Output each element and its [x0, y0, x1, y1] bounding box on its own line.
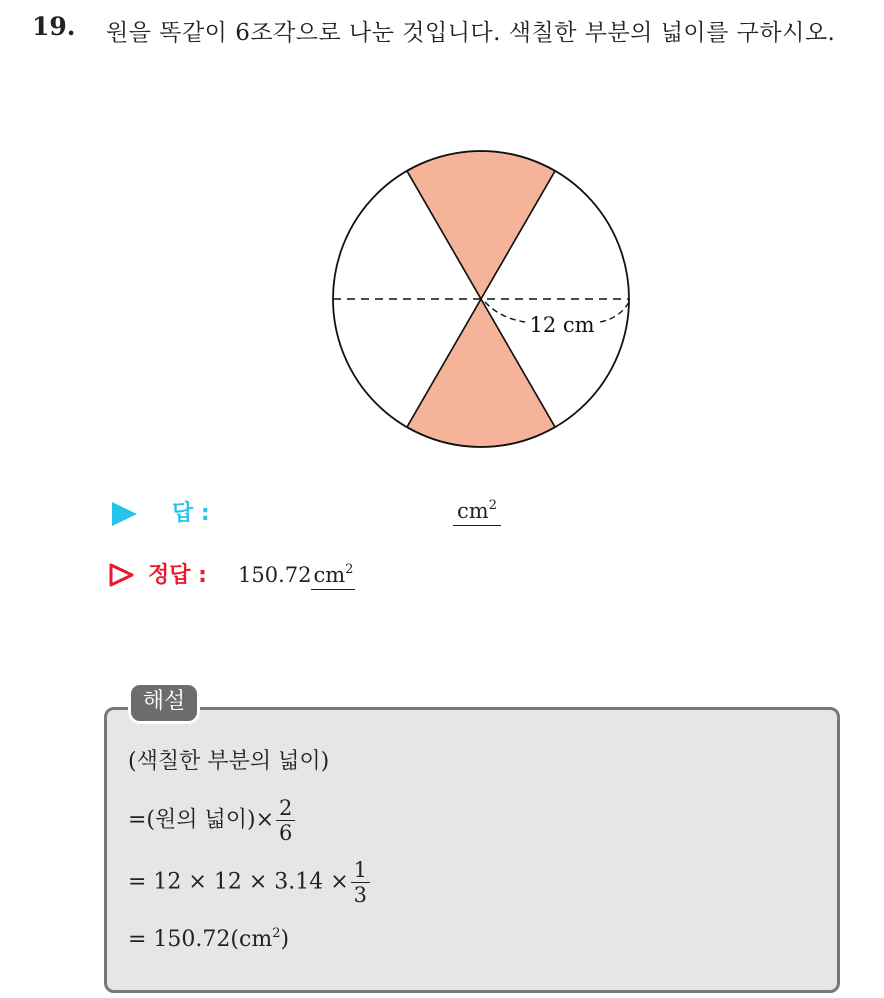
solution-tab: 해설 — [128, 682, 200, 724]
correct-answer-label: 정답 : — [148, 563, 207, 588]
solution-line-2-text: =(원의 넓이)× — [128, 807, 275, 833]
answer-row — [108, 498, 608, 530]
solution-line-4-text: = 150.72( — [128, 927, 239, 952]
fraction-numerator: 2 — [276, 796, 295, 821]
fraction-denominator: 3 — [353, 883, 368, 907]
solution-line-4-close: ) — [280, 927, 290, 952]
fraction-two-sixths — [276, 796, 295, 845]
solution-line-2 — [128, 796, 297, 845]
correct-answer-value — [238, 562, 355, 587]
answer-unit-blank[interactable] — [453, 498, 501, 526]
play-arrow-icon — [112, 502, 137, 526]
correct-unit-exponent: 2 — [345, 562, 354, 577]
solution-line-3 — [128, 858, 372, 907]
solution-line-4 — [128, 926, 289, 952]
question-number: 19. — [32, 12, 76, 41]
solution-line-4-exponent: 2 — [272, 926, 281, 941]
solution-line-4-unit: cm — [239, 927, 273, 952]
radius-label: 12 cm — [529, 313, 595, 337]
circle-diagram — [333, 151, 629, 447]
solution-line-3-text: = 12 × 12 × 3.14 × — [128, 869, 349, 895]
outline-play-arrow-icon — [108, 562, 136, 588]
correct-value-unit — [311, 563, 355, 590]
fraction-numerator: 1 — [351, 858, 370, 883]
correct-value-number: 150.72 — [238, 563, 312, 587]
shaded-sector-top — [407, 151, 555, 299]
fraction-one-third — [351, 858, 370, 907]
correct-answer-row — [108, 560, 608, 592]
fraction-denominator: 6 — [279, 821, 293, 845]
answer-unit: cm — [457, 499, 489, 523]
correct-unit-text: cm — [313, 563, 346, 587]
question-text: 원을 똑같이 6조각으로 나눈 것입니다. 색칠한 부분의 넓이를 구하시오. — [106, 20, 836, 46]
answer-unit-exponent: 2 — [488, 498, 497, 513]
solution-line-1: (색칠한 부분의 넓이) — [128, 749, 330, 774]
answer-label: 답 : — [172, 501, 210, 526]
